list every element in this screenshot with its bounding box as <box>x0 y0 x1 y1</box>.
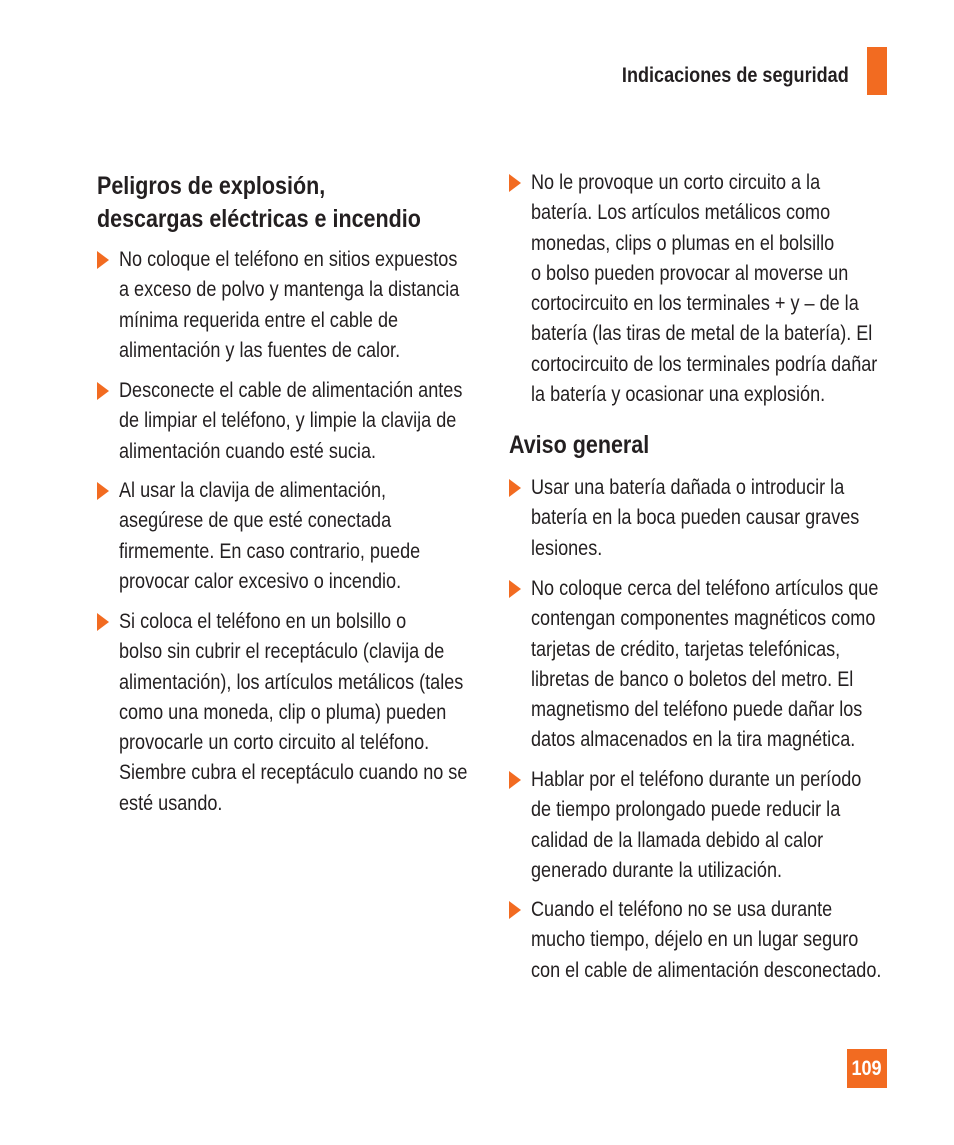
bullet-arrow-icon <box>509 479 521 497</box>
bullet-arrow-icon <box>97 382 109 400</box>
header-accent-bar <box>867 47 887 95</box>
section-title-explosion-hazards: Peligros de explosión, descargas eléctricas e incendio <box>97 172 421 233</box>
page-number: 109 <box>851 1057 883 1080</box>
list-item-text: Al usar la clavija de alimentación, asegúrese de que esté conectada firmemente. En caso contrario, puede provocar calor excesivo o incendio. <box>119 479 421 593</box>
bullet-arrow-icon <box>509 174 521 192</box>
page-header-title: Indicaciones de seguridad <box>622 64 849 87</box>
bullet-arrow-icon <box>97 251 109 269</box>
bullet-arrow-icon <box>97 613 109 631</box>
list-item-text: No coloque el teléfono en sitios expuestos a exceso de polvo y mantenga la distancia mínima requerida entre el cable de alimentación y las fuentes de calor. <box>119 248 460 362</box>
list-item-text: Desconecte el cable de alimentación antes de limpiar el teléfono, y limpie la clavija de alimentación cuando esté sucia. <box>119 379 463 463</box>
list-item-text: Usar una batería dañada o introducir la batería en la boca pueden causar graves lesiones. <box>531 476 860 560</box>
bullet-arrow-icon <box>509 771 521 789</box>
list-item-text: No coloque cerca del teléfono artículos que contengan componentes magnéticos como tarjetas de crédito, tarjetas telefónicas, libretas de banco o boletos del metro. El magnetismo del teléfono puede dañar los datos almacenados en la tira magnética. <box>531 577 879 752</box>
list-item-text: Cuando el teléfono no se usa durante mucho tiempo, déjelo en un lugar seguro con el cable de alimentación desconectado. <box>531 898 882 982</box>
list-item-text: No le provoque un corto circuito a la batería. Los artículos metálicos como monedas, clips o plumas en el bolsillo o bolso pueden provocar al moverse un cortocircuito en los terminales + y – de la batería (las tiras de metal de la batería). El cortocircuito de los terminales podría dañar la batería y ocasionar una explosión. <box>531 171 878 407</box>
list-item-text: Si coloca el teléfono en un bolsillo o bolso sin cubrir el receptáculo (clavija de alimentación), los artículos metálicos (tales como una moneda, clip o pluma) pueden provocarle un corto circuito al teléfono. Siembre cubra el receptáculo cuando no se esté usando. <box>119 610 468 815</box>
bullet-arrow-icon <box>509 580 521 598</box>
list-item-text: Hablar por el teléfono durante un período de tiempo prolongado puede reducir la calidad de la llamada debido al calor generado durante la utilización. <box>531 768 862 882</box>
bullet-arrow-icon <box>97 482 109 500</box>
page-number-badge <box>847 1049 887 1088</box>
bullet-arrow-icon <box>509 901 521 919</box>
section-title-general-notice: Aviso general <box>509 431 650 459</box>
